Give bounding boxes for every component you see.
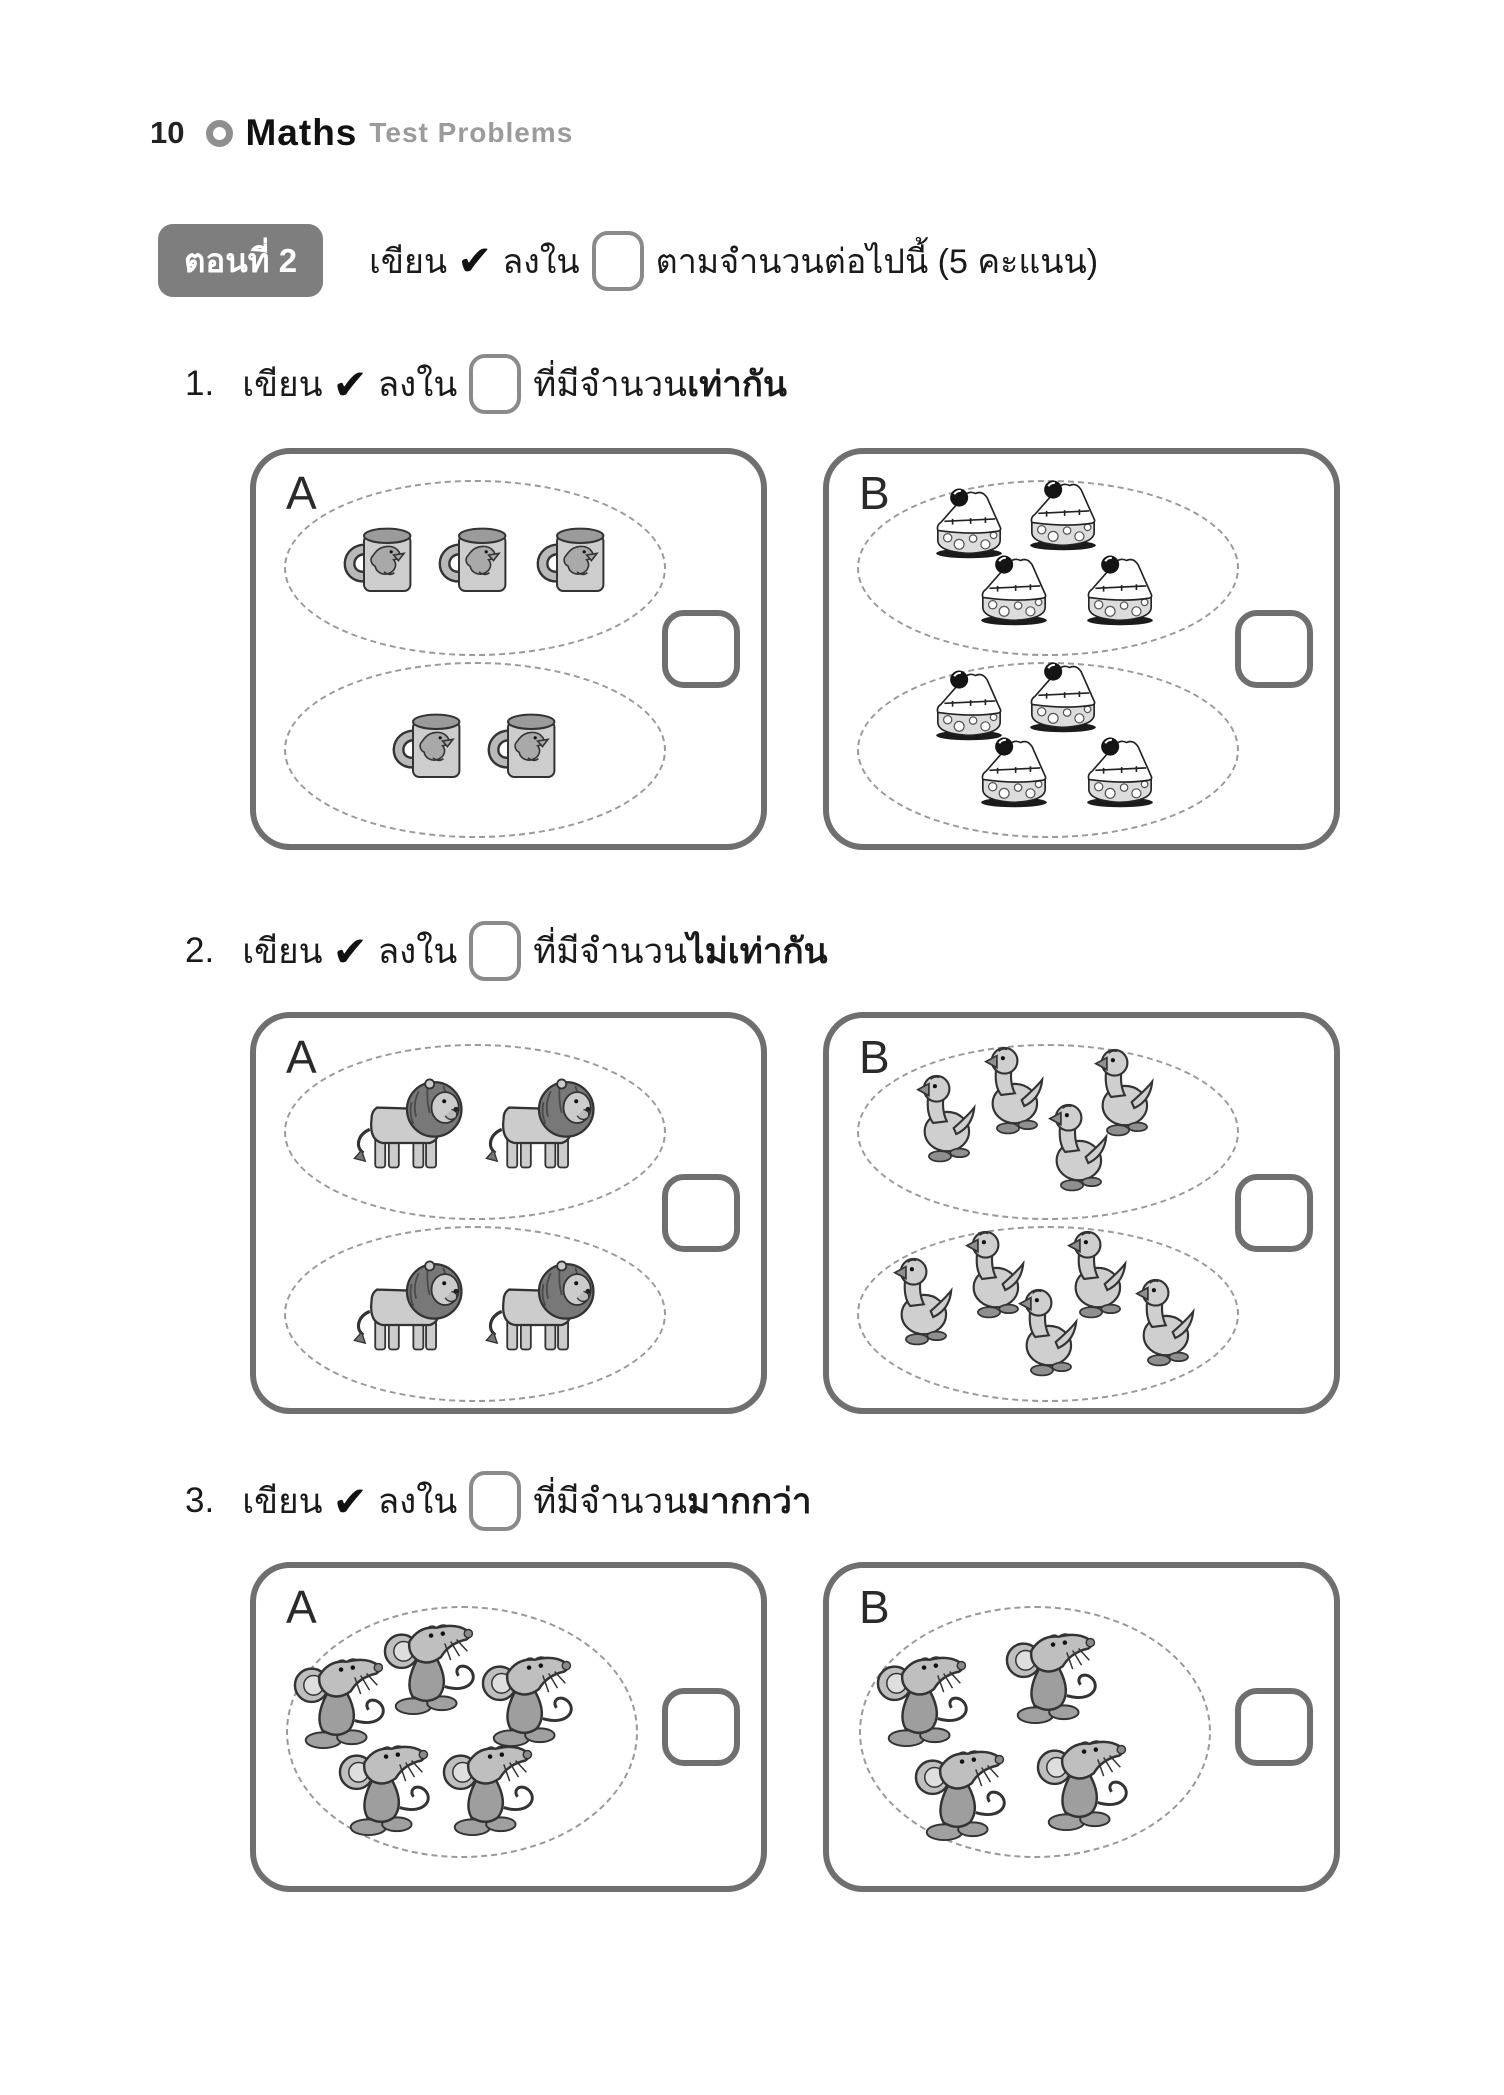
- check-mark-icon: ✔: [457, 237, 493, 284]
- question-text-mid: ลงใน: [377, 931, 458, 971]
- mouse-icon: [1002, 1623, 1110, 1726]
- mouse-icon: [439, 1735, 547, 1838]
- dashed-group-ellipse: [284, 1044, 666, 1220]
- box-label: A: [286, 467, 317, 519]
- cake-icon: [928, 486, 1010, 560]
- box-label: A: [286, 1581, 317, 1633]
- question-keyword: มากกว่า: [687, 1481, 812, 1521]
- dashed-group-ellipse: [284, 662, 666, 838]
- duck-icon: [965, 1226, 1025, 1320]
- lion-icon: [480, 1255, 598, 1355]
- question-text-pre: เขียน: [242, 1481, 323, 1521]
- box-label: B: [859, 1581, 890, 1633]
- answer-checkbox-b[interactable]: [1235, 1174, 1313, 1252]
- check-mark-icon: ✔: [332, 1477, 368, 1525]
- duck-icon: [1135, 1274, 1195, 1368]
- answer-box-a: [250, 1562, 767, 1892]
- answer-box-a: [250, 448, 767, 850]
- check-mark-icon: ✔: [332, 927, 368, 975]
- question-number: 2.: [185, 931, 215, 970]
- dashed-group-ellipse: [857, 662, 1239, 838]
- section-text-mid: ลงใน: [502, 242, 580, 281]
- book-subtitle: Test Problems: [369, 117, 574, 148]
- mouse-icon: [478, 1646, 586, 1749]
- cake-icon: [1079, 553, 1161, 627]
- section-row: [158, 224, 1098, 297]
- mouse-icon: [911, 1740, 1019, 1843]
- inline-checkbox-icon: [592, 231, 644, 291]
- duck-icon: [893, 1253, 953, 1347]
- cake-icon: [973, 735, 1055, 809]
- question-keyword: ไม่เท่ากัน: [687, 931, 828, 971]
- question-line: [185, 919, 828, 983]
- lion-icon: [480, 1073, 598, 1173]
- cake-icon: [1079, 735, 1161, 809]
- dashed-group-ellipse: [286, 1606, 638, 1858]
- inline-checkbox-icon: [469, 921, 521, 981]
- question-keyword: เท่ากัน: [687, 364, 787, 404]
- mug-icon: [484, 705, 572, 785]
- question-text-mid: ลงใน: [377, 364, 458, 404]
- question-text-post: ที่มีจำนวน: [533, 1481, 688, 1521]
- ring-icon: [206, 120, 233, 147]
- cake-icon: [973, 553, 1055, 627]
- dashed-group-ellipse: [859, 1606, 1211, 1858]
- dashed-group-ellipse: [284, 480, 666, 656]
- cake-icon: [928, 668, 1010, 742]
- mug-icon: [340, 519, 428, 599]
- section-badge: ตอนที่ 2: [158, 224, 323, 297]
- lion-icon: [348, 1073, 466, 1173]
- mug-icon: [435, 519, 523, 599]
- book-title: Maths: [245, 112, 358, 153]
- lion-icon: [348, 1255, 466, 1355]
- answer-checkbox-b[interactable]: [1235, 610, 1313, 688]
- section-text-pre: เขียน: [369, 242, 448, 281]
- dashed-group-ellipse: [857, 480, 1239, 656]
- question-text-post: ที่มีจำนวน: [533, 364, 688, 404]
- dashed-group-ellipse: [857, 1226, 1239, 1402]
- dashed-group-ellipse: [857, 1044, 1239, 1220]
- mouse-icon: [380, 1614, 488, 1717]
- answer-checkbox-a[interactable]: [662, 1688, 740, 1766]
- question-text-pre: เขียน: [242, 364, 323, 404]
- mouse-icon: [873, 1646, 981, 1749]
- question-number: 1.: [185, 364, 215, 403]
- duck-icon: [1094, 1044, 1154, 1138]
- question-number: 3.: [185, 1481, 215, 1520]
- box-label: B: [859, 467, 890, 519]
- page-number: 10: [150, 115, 185, 150]
- mug-icon: [533, 519, 621, 599]
- answer-checkbox-a[interactable]: [662, 610, 740, 688]
- question-line: [185, 352, 787, 416]
- cake-icon: [1022, 478, 1104, 552]
- check-mark-icon: ✔: [332, 360, 368, 408]
- cake-icon: [1022, 660, 1104, 734]
- page-header: [150, 112, 573, 154]
- mug-icon: [389, 705, 477, 785]
- question-text-pre: เขียน: [242, 931, 323, 971]
- section-text-post: ตามจำนวนต่อไปนี้ (5 คะแนน): [655, 242, 1099, 281]
- duck-icon: [984, 1042, 1044, 1136]
- question-text-post: ที่มีจำนวน: [533, 931, 688, 971]
- question-line: [185, 1469, 812, 1533]
- box-label: A: [286, 1031, 317, 1083]
- mouse-icon: [335, 1735, 443, 1838]
- mouse-icon: [1033, 1730, 1141, 1833]
- inline-checkbox-icon: [469, 1471, 521, 1531]
- answer-box-b: [823, 448, 1340, 850]
- answer-box-a: [250, 1012, 767, 1414]
- question-text-mid: ลงใน: [377, 1481, 458, 1521]
- answer-checkbox-b[interactable]: [1235, 1688, 1313, 1766]
- duck-icon: [1067, 1226, 1127, 1320]
- inline-checkbox-icon: [469, 354, 521, 414]
- box-label: B: [859, 1031, 890, 1083]
- dashed-group-ellipse: [284, 1226, 666, 1402]
- answer-checkbox-a[interactable]: [662, 1174, 740, 1252]
- answer-box-b: [823, 1562, 1340, 1892]
- duck-icon: [916, 1070, 976, 1164]
- answer-box-b: [823, 1012, 1340, 1414]
